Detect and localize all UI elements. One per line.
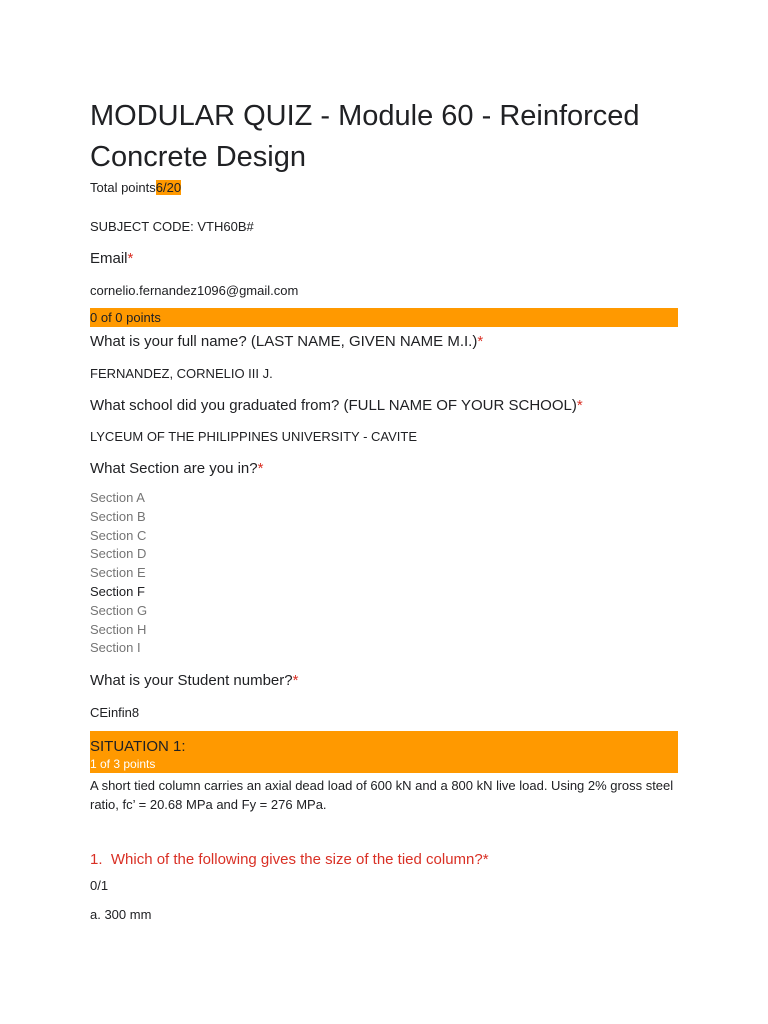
section-option[interactable]: Section D [90,546,147,562]
section-option[interactable]: Section C [90,527,147,543]
total-points [90,180,181,196]
situation-title: SITUATION 1: [90,738,186,755]
section-points-bar [90,308,678,327]
section-option-selected[interactable]: Section F [90,583,145,599]
section-required-mark: * [257,460,264,477]
section-options [90,489,147,658]
section-option[interactable]: Section B [90,508,146,524]
school-question [90,397,583,415]
question-1 [90,851,489,869]
full-name-required-mark: * [477,333,484,350]
situation-header [90,731,678,773]
subject-code: SUBJECT CODE: VTH60B# [90,219,254,234]
student-number-question [90,672,298,690]
school-answer: LYCEUM OF THE PHILIPPINES UNIVERSITY - CAVITE [90,429,417,444]
section-points: 0 of 0 points [90,310,161,325]
situation-problem: A short tied column carries an axial dead load of 600 kN and a 800 kN live load. Using 2% gross steel ratio, fc’ = 20.68 MPa and Fy = 276 MPa. [90,778,674,812]
full-name-question-text: What is your full name? (LAST NAME, GIVEN NAME M.I.) [90,333,478,350]
email-label-text: Email [90,250,128,267]
question-1-score: 0/1 [90,878,109,893]
total-points-value: 6/20 [155,180,182,195]
section-question [90,460,263,478]
question-1-answer: a. 300 mm [90,907,152,922]
student-number-required-mark: * [292,672,299,689]
full-name-question [90,333,483,351]
school-required-mark: * [576,397,583,414]
student-number-answer: CEinfin8 [90,705,140,720]
situation-points: 1 of 3 points [90,757,156,771]
email-label [90,250,133,268]
section-option[interactable]: Section I [90,640,141,656]
question-1-text: Which of the following gives the size of the tied column? [110,851,483,868]
section-option[interactable]: Section H [90,621,147,637]
question-1-required-mark: * [482,851,489,868]
section-option[interactable]: Section G [90,602,148,618]
total-points-label: Total points [90,180,156,195]
section-option[interactable]: Section A [90,490,145,505]
question-1-number: 1. [90,851,103,868]
email-value: cornelio.fernandez1096@gmail.com [90,283,299,298]
section-question-text: What Section are you in? [90,460,258,477]
quiz-title: MODULAR QUIZ - Module 60 - Reinforced Concrete Design [90,100,640,173]
school-question-text: What school did you graduated from? (FULL NAME OF YOUR SCHOOL) [90,397,577,414]
section-option[interactable]: Section E [90,565,146,581]
email-required-mark: * [127,250,134,267]
student-number-question-text: What is your Student number? [90,672,293,689]
full-name-answer: FERNANDEZ, CORNELIO III J. [90,366,273,381]
